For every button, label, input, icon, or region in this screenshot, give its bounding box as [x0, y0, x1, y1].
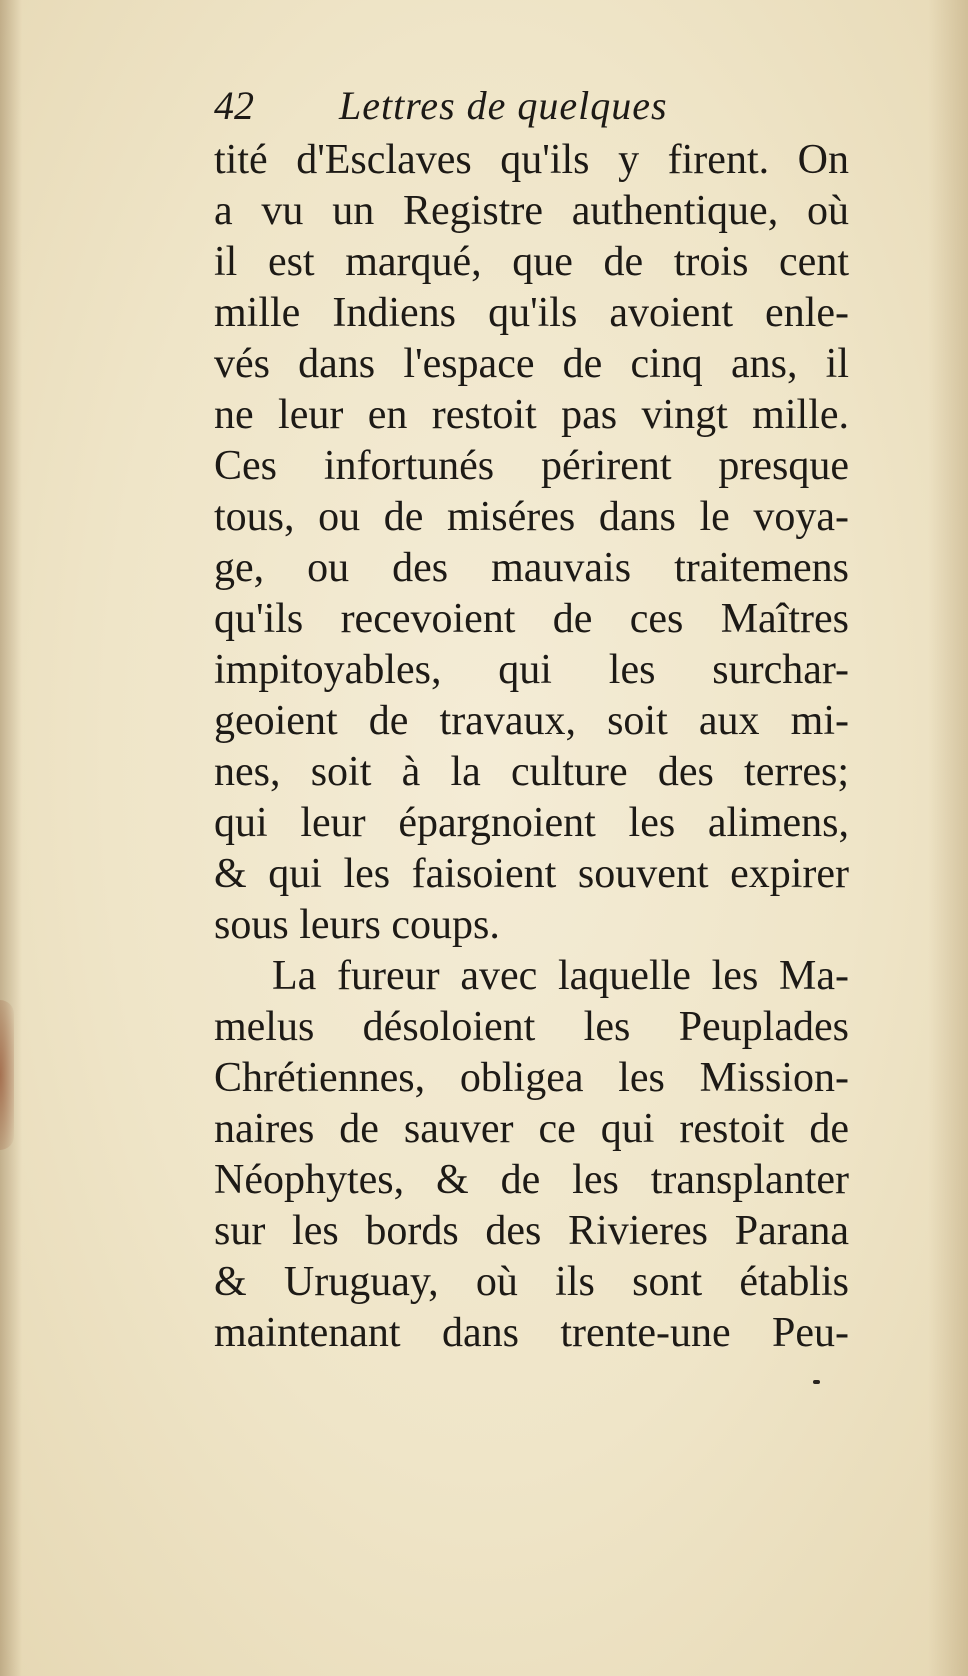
text-line: impitoyables, qui les surchar-: [214, 647, 849, 693]
text-line: maintenant dans trente-une Peu-: [214, 1310, 849, 1356]
text-line: geoient de travaux, soit aux mi-: [214, 698, 849, 744]
text-line: il est marqué, que de trois cent: [214, 239, 849, 285]
gutter-shadow: [0, 0, 22, 1676]
text-line: mille Indiens qu'ils avoient enle-: [214, 290, 849, 336]
page-edge-shading: [928, 0, 968, 1676]
page-number: 42: [214, 83, 254, 128]
text-line: ne leur en restoit pas vingt mille.: [214, 392, 849, 438]
text-line: & Uruguay, où ils sont établis: [214, 1259, 849, 1305]
text-line: vés dans l'espace de cinq ans, il: [214, 341, 849, 387]
text-line: sous leurs coups.: [214, 902, 500, 948]
ink-mark: [813, 1380, 820, 1384]
paper-stain: [0, 1000, 14, 1150]
text-line: ge, ou des mauvais traitemens: [214, 545, 849, 591]
text-line: qu'ils recevoient de ces Maîtres: [214, 596, 849, 642]
text-line: melus désoloient les Peuplades: [214, 1004, 849, 1050]
text-line: sur les bords des Rivieres Parana: [214, 1208, 849, 1254]
text-line: Ces infortunés périrent presque: [214, 443, 849, 489]
text-line-paragraph-start: La fureur avec laquelle les Ma-: [272, 953, 849, 999]
text-line: nes, soit à la culture des terres;: [214, 749, 849, 795]
text-line: tous, ou de miséres dans le voya-: [214, 494, 849, 540]
text-line: tité d'Esclaves qu'ils y firent. On: [214, 137, 849, 183]
text-line: Néophytes, & de les transplanter: [214, 1157, 849, 1203]
text-line: naires de sauver ce qui restoit de: [214, 1106, 849, 1152]
running-head: Lettres de quelques: [339, 83, 668, 128]
text-line: qui leur épargnoient les alimens,: [214, 800, 849, 846]
text-line: & qui les faisoient souvent expirer: [214, 851, 849, 897]
body-text: [214, 135, 849, 1359]
text-line: Chrétiennes, obligea les Mission-: [214, 1055, 849, 1101]
page-header: [214, 82, 814, 142]
text-line: a vu un Registre authentique, où: [214, 188, 849, 234]
